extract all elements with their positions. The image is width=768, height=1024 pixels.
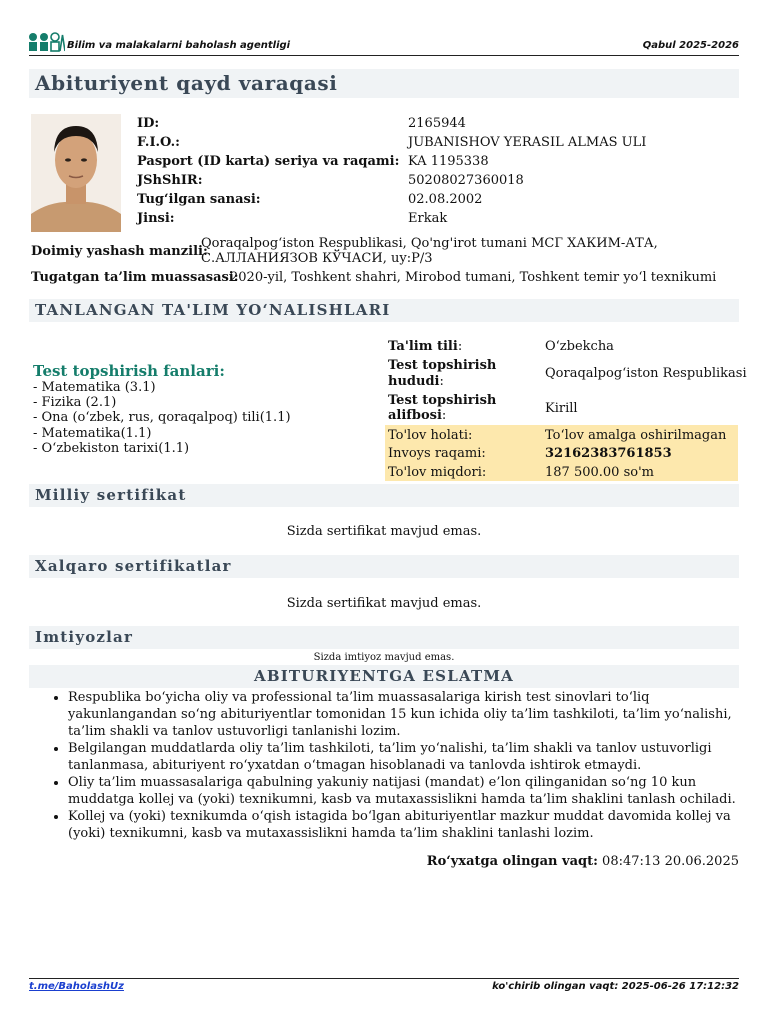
reminder-item: • Belgilangan muddatlarda oliy ta’lim tashkiloti, ta’lim yo‘nalishi, ta’lim shakli va tanlov ustuvorligi tanlanmasa, abituriyent ro‘yxatdan o‘tmagan hisoblanadi va tanlovda ishtirok etmaydi. bbox=[68, 740, 736, 774]
subject-item: - Matematika(1.1) bbox=[33, 426, 152, 441]
birth-date-value: 02.08.2002 bbox=[408, 192, 483, 207]
subject-item: - Fizika (2.1) bbox=[33, 395, 117, 410]
reminder-item: • Respublika bo‘yicha oliy va professional ta’lim muassasalariga kirish test sinovlari to‘liq yakunlangandan so‘ng abituriyentlar tomonidan 15 kun ichida oliy ta’lim tashkiloti, ta’lim yo‘nalishi, ta’lim shakli va tanlov ustuvorligi tanlanishi lozim. bbox=[68, 689, 736, 740]
address-label: Doimiy yashash manzili: bbox=[31, 244, 208, 259]
national-cert-title: Milliy sertifikat bbox=[29, 484, 739, 507]
birth-date-label: Tug‘ilgan sanasi: bbox=[137, 192, 261, 207]
language-label: Ta'lim tili: bbox=[388, 339, 463, 354]
education-value: 2020-yil, Toshkent shahri, Mirobod tumani, Toshkent temir yo‘l texnikumi bbox=[230, 270, 717, 285]
subject-item: - O‘zbekiston tarixi(1.1) bbox=[33, 441, 190, 456]
payment-status-label: To'lov holati: bbox=[388, 428, 473, 443]
intl-cert-text: Sizda sertifikat mavjud emas. bbox=[286, 596, 482, 611]
directions-section-title: TANLANGAN TA'LIM YO‘NALISHLARI bbox=[29, 299, 739, 322]
reminder-title: ABITURIYENTGA ESLATMA bbox=[29, 665, 739, 688]
fio-label: F.I.O.: bbox=[137, 135, 180, 150]
id-value: 2165944 bbox=[408, 116, 466, 131]
gender-value: Erkak bbox=[408, 211, 448, 226]
language-value: O‘zbekcha bbox=[545, 339, 614, 354]
gender-label: Jinsi: bbox=[137, 211, 175, 226]
region-value: Qoraqalpog‘iston Respublikasi bbox=[545, 366, 747, 381]
alphabet-label-line-2: alifbosi: bbox=[388, 408, 447, 423]
fio-value: JUBANISHOV YERASIL ALMAS ULI bbox=[408, 135, 647, 150]
payment-status-value: To‘lov amalga oshirilmagan bbox=[545, 428, 727, 443]
alphabet-label-line-1: Test topshirish bbox=[388, 393, 497, 408]
agency-logo bbox=[29, 32, 65, 52]
jshshir-label: JShShIR: bbox=[137, 173, 203, 188]
subject-item: - Ona (o‘zbek, rus, qoraqalpoq) tili(1.1) bbox=[33, 410, 291, 425]
amount-value: 187 500.00 so'm bbox=[545, 465, 654, 480]
invoice-label: Invoys raqami: bbox=[388, 446, 486, 461]
reminder-item: • Kollej va (yoki) texnikumda o‘qish istagida bo‘lgan abituriyentlar mazkur muddat davomida kollej va (yoki) texnikumni, kasb va mutaxassislikni hamda ta’lim shaklini tanlashi lozim. bbox=[68, 808, 736, 842]
registration-time-label: Ro‘yxatga olingan vaqt: bbox=[426, 854, 598, 869]
passport-label: Pasport (ID karta) seriya va raqami: bbox=[137, 154, 400, 169]
footer-divider bbox=[29, 978, 739, 979]
page-header bbox=[29, 32, 739, 56]
invoice-value: 32162383761853 bbox=[545, 446, 672, 461]
alphabet-value: Kirill bbox=[545, 401, 578, 416]
id-label: ID: bbox=[137, 116, 160, 131]
telegram-link[interactable]: t.me/BaholashUz bbox=[29, 981, 124, 992]
privileges-title: Imtiyozlar bbox=[29, 626, 739, 649]
region-label-line-2: hududi: bbox=[388, 374, 444, 389]
page-title: Abituriyent qayd varaqasi bbox=[29, 69, 739, 98]
jshshir-value: 50208027360018 bbox=[408, 173, 524, 188]
subjects-title: Test topshirish fanlari: bbox=[33, 362, 225, 380]
reminder-item: • Oliy ta’lim muassasalariga qabulning yakuniy natijasi (mandat) e’lon qilinganidan so‘ng 10 kun muddatga kollej va (yoki) texnikumni, kasb va mutaxassislikni hamda ta’lim shaklini tanlash ochiladi. bbox=[68, 774, 736, 808]
registration-time-value: 08:47:13 20.06.2025 bbox=[602, 854, 739, 869]
subject-item: - Matematika (3.1) bbox=[33, 380, 156, 395]
intl-cert-title: Xalqaro sertifikatlar bbox=[29, 555, 739, 578]
reminder-list bbox=[68, 689, 736, 842]
registration-time bbox=[427, 854, 739, 869]
agency-name: Bilim va malakalarni baholash agentligi bbox=[67, 40, 291, 51]
copied-time: ko'chirib olingan vaqt: 2025-06-26 17:12:32 bbox=[492, 981, 739, 992]
applicant-photo bbox=[31, 114, 121, 232]
privileges-text: Sizda imtiyoz mavjud emas. bbox=[313, 652, 455, 663]
region-label-line-1: Test topshirish bbox=[388, 358, 497, 373]
passport-value: KA 1195338 bbox=[408, 154, 489, 169]
national-cert-text: Sizda sertifikat mavjud emas. bbox=[286, 524, 482, 539]
education-label: Tugatgan ta’lim muassasasi: bbox=[31, 270, 239, 285]
address-line-1: Qoraqalpog‘iston Respublikasi, Qo'ng'irot tumani МСГ ХАКИМ-АТА, bbox=[201, 236, 658, 251]
admission-year: Qabul 2025-2026 bbox=[642, 40, 739, 51]
address-line-2: С.АЛЛАНИЯЗОВ КЎЧАСИ, uy:P/3 bbox=[201, 251, 433, 266]
amount-label: To'lov miqdori: bbox=[388, 465, 487, 480]
